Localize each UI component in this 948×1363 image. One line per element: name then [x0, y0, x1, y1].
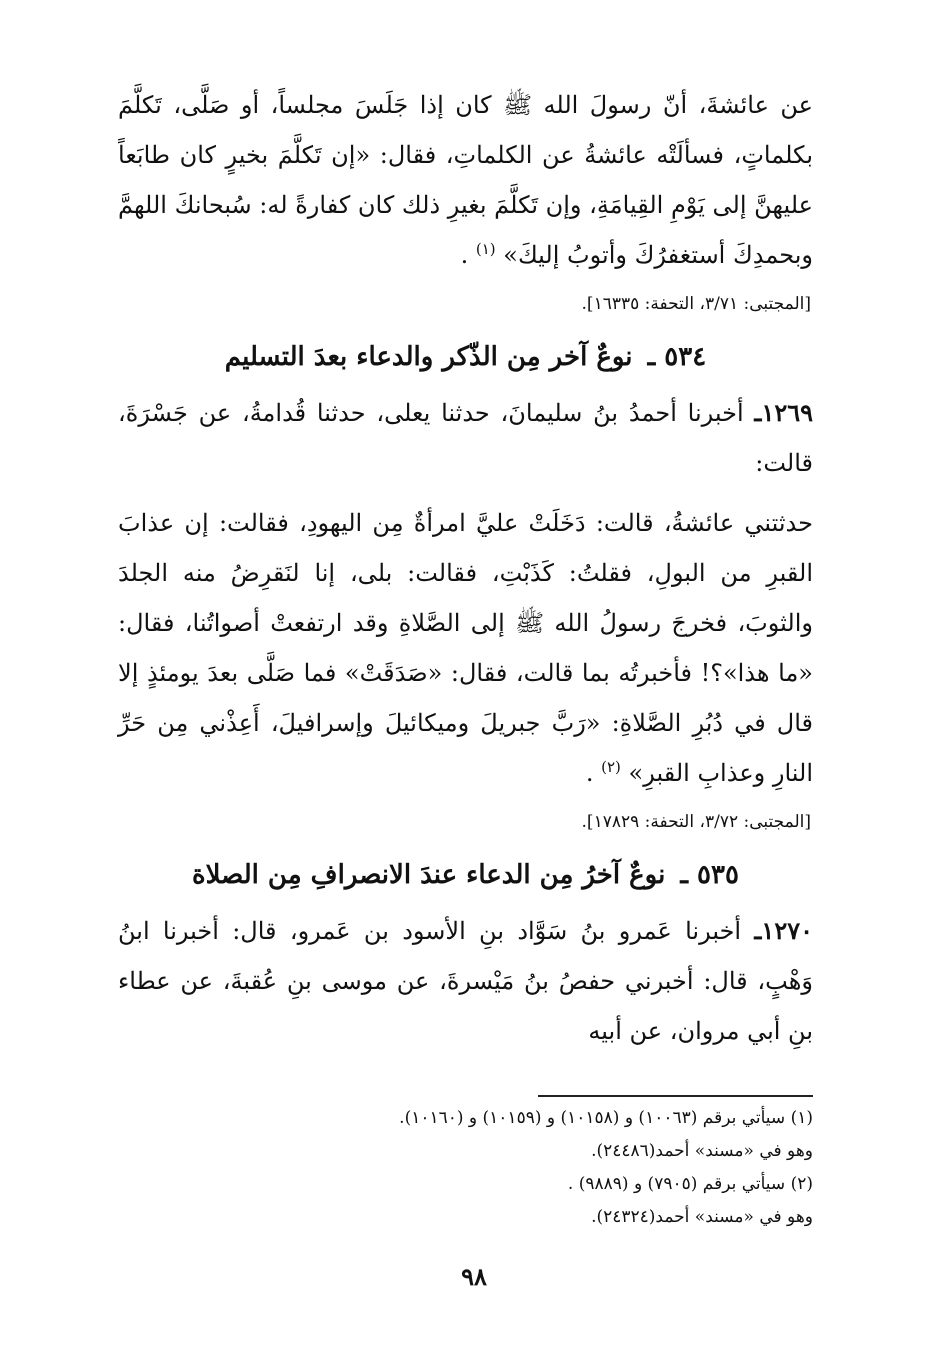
section-534-title: نوعٌ آخر مِن الذّكر والدعاء بعدَ التسليم: [224, 342, 633, 372]
page-number: ٩٨: [461, 1262, 487, 1291]
footnote-line: (١) سيأتي برقم (١٠٠٦٣) و (١٠١٥٨) و (١٠١٥٩) و (١٠١٦٠).: [399, 1108, 813, 1128]
hadith-1270-text: أخبرنا عَمرو بنُ سَوَّاد بنِ الأسود بن عَمرو، قال: أخبرنا ابنُ وَهْبٍ، قال: أخبرني حفصُ بنُ مَيْسرةَ، عن موسى بنِ عُقبةَ، عن عطاء بنِ أبي مروان، عن أبيه: [118, 917, 813, 1045]
footnote-separator: [538, 1095, 813, 1097]
reference-2: [المجتبى: ٣/٧٢، التحفة: ١٧٨٢٩].: [581, 812, 811, 832]
hadith-1269-paragraph: [118, 498, 813, 798]
hadith-1269-end: .: [585, 759, 594, 787]
hadith-1270-number: ١٢٧٠ـ: [754, 916, 813, 945]
footnote-line: وهو في «مسند» أحمد(٢٤٤٨٦).: [591, 1141, 813, 1161]
section-534-number: ٥٣٤ ـ: [647, 342, 707, 372]
footnote-line: وهو في «مسند» أحمد(٢٤٣٢٤).: [591, 1207, 813, 1227]
hadith-1269-isnad: أخبرنا أحمدُ بنُ سليمانَ، حدثنا يعلى، حدثنا قُدامةُ، عن جَسْرَةَ، قالت:: [118, 399, 813, 477]
hadith-1269-number: ١٢٦٩ـ: [754, 398, 813, 427]
hadith-1269-isnad-paragraph: [118, 388, 813, 488]
section-heading-535: [118, 850, 813, 900]
section-535-title: نوعٌ آخرُ مِن الدعاء عندَ الانصرافِ مِن الصلاة: [192, 860, 666, 890]
reference-1: [المجتبى: ٣/٧١، التحفة: ١٦٣٣٥].: [581, 294, 811, 314]
hadith-1268-text: عن عائشةَ، أنّ رسولَ الله ﷺ كان إذا جَلَسَ مجلساً، أو صَلَّى، تَكلَّمَ بكلماتٍ، فسألَتْه عائشةُ عن الكلماتِ، فقال: «إن تَكلَّمَ بخيرٍ كان طابَعاً عليهنَّ إلى يَوْمِ القِيامَةِ، وإن تَكلَّمَ بغيرِ ذلك كان كفارةً له: سُبحانكَ اللهمَّ وبحمدِكَ أستغفرُكَ وأتوبُ إليكَ»: [118, 91, 813, 269]
footnote-marker-1: (١): [475, 240, 496, 258]
hadith-1270-paragraph: [118, 906, 813, 1056]
footnotes: [253, 1102, 813, 1234]
footnote-marker-2: (٢): [601, 758, 621, 776]
section-535-number: ٥٣٥ ـ: [680, 860, 739, 890]
footnote-line: (٢) سيأتي برقم (٧٩٠٥) و (٩٨٨٩) .: [567, 1174, 813, 1194]
hadith-1268-paragraph: [118, 80, 813, 280]
hadith-1268-end: .: [460, 241, 469, 269]
hadith-1269-text: حدثتني عائشةُ، قالت: دَخَلَتْ عليَّ امرأةٌ مِن اليهودِ، فقالت: إن عذابَ القبرِ من البولِ، فقلتُ: كَذَبْتِ، فقالت: بلى، إنا لنَقرِضُ منه الجلدَ والثوبَ، فخرجَ رسولُ الله ﷺ إلى الصَّلاةِ وقد ارتفعتْ أصواتُنا، فقال: «ما هذا»؟! فأخبرتُه بما قالت، فقال: «صَدَقَتْ» فما صَلَّى بعدَ يومئذٍ إلا قال في دُبُرِ الصَّلاةِ: «رَبَّ جبريلَ وميكائيلَ وإسرافيلَ، أَعِذْني مِن حَرِّ النارِ وعذابِ القبرِ»: [118, 509, 813, 787]
section-heading-534: [118, 332, 813, 382]
page-body: [118, 70, 813, 1056]
